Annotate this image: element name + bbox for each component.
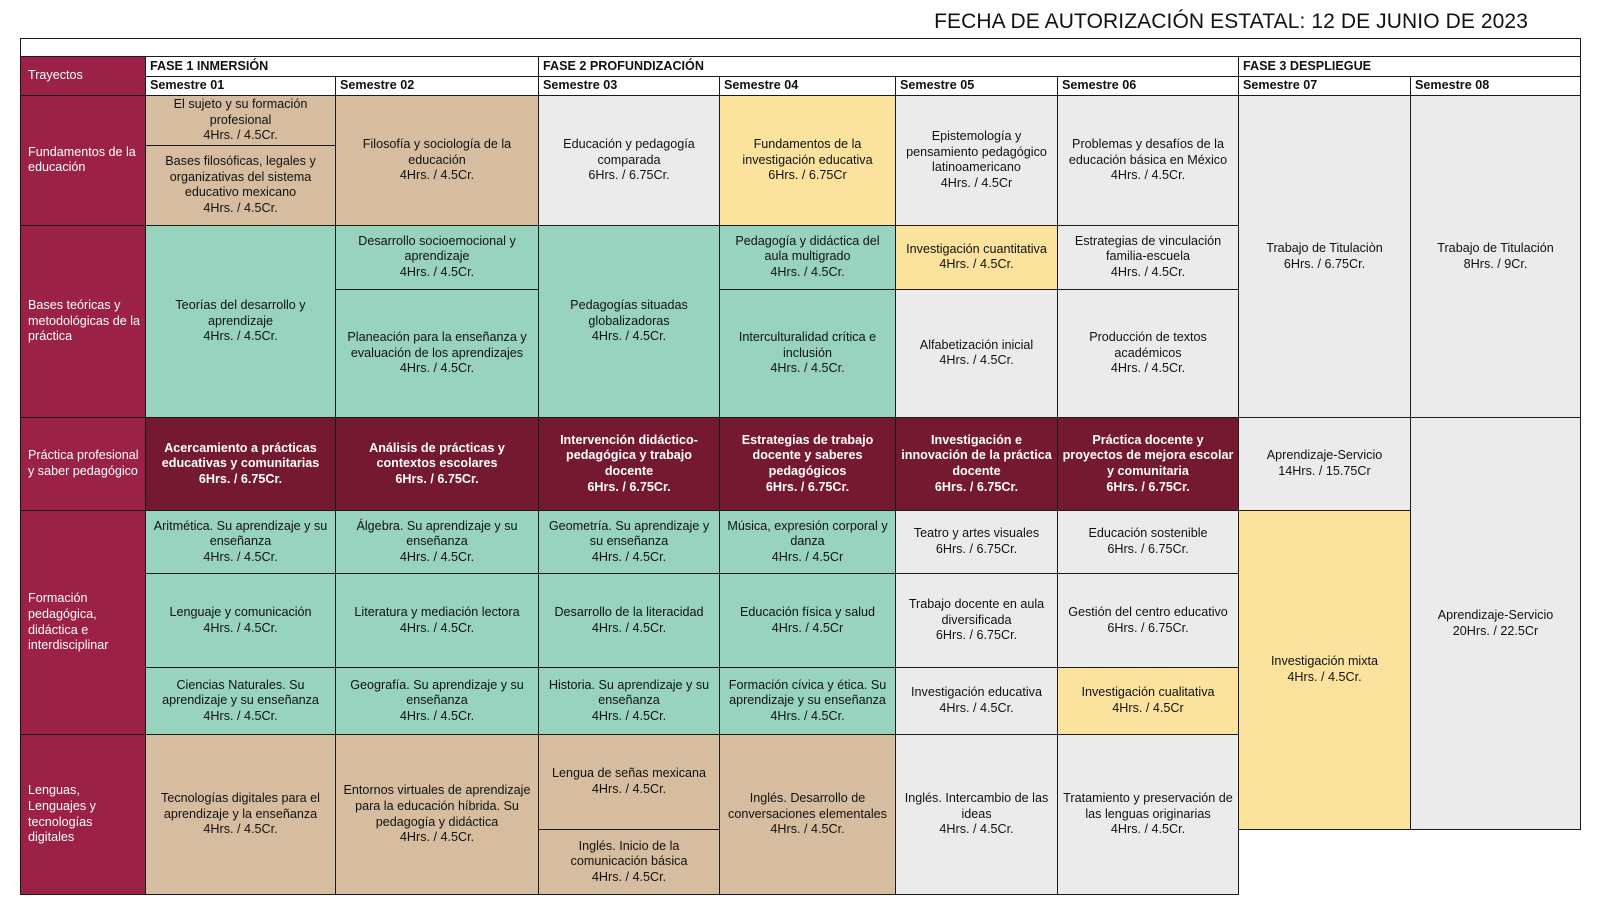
course-hours: 4Hrs. / 4.5Cr.: [591, 620, 667, 635]
course-cell: [896, 225, 1058, 289]
course-name: Gestión del centro educativo: [1068, 604, 1228, 619]
course-cell: [896, 96, 1058, 226]
course-name: Trabajo de Titulaciòn: [1266, 240, 1383, 255]
course-hours: 6Hrs. / 6.75Cr.: [1107, 620, 1189, 635]
course-name: Estrategias de vinculación familia-escuela: [1074, 233, 1222, 264]
course-name: Literatura y mediación lectora: [354, 604, 520, 619]
course-hours: 4Hrs. / 4.5Cr.: [1110, 265, 1186, 280]
course-name: Inglés. Inicio de la comunicación básica: [570, 838, 688, 869]
course-cell: [336, 96, 539, 226]
course-cell: [896, 668, 1058, 735]
course-cell: [146, 96, 336, 146]
course-hours: 4Hrs. / 4.5Cr.: [399, 620, 475, 635]
phase-2-header: FASE 2 PROFUNDIZACIÓN: [539, 57, 1239, 77]
course-cell: [1058, 668, 1239, 735]
course-name: Investigación cualitativa: [1081, 685, 1215, 700]
trayecto-practica: Práctica profesional y saber pedagógico: [21, 418, 146, 511]
course-name: Pedagogías situadas globalizadoras: [570, 298, 688, 328]
course-cell: [1058, 96, 1239, 226]
blank-banner-row: [21, 39, 1581, 57]
course-hours: 4Hrs. / 4.5Cr.: [1110, 168, 1186, 183]
course-cell: [336, 735, 539, 895]
course-hours: 4Hrs. / 4.5Cr: [771, 620, 844, 635]
course-cell: [896, 289, 1058, 417]
course-name: Inglés. Intercambio de las ideas: [904, 791, 1049, 821]
course-hours: 4Hrs. / 4.5Cr.: [939, 701, 1014, 715]
semester-08-header: Semestre 08: [1411, 77, 1581, 96]
phase-3-header: FASE 3 DESPLIEGUE: [1239, 57, 1581, 77]
course-hours: 4Hrs. / 4.5Cr: [1112, 701, 1184, 715]
course-name: Música, expresión corporal y danza: [727, 518, 888, 549]
course-cell: [1411, 96, 1581, 418]
course-name: Tecnologías digitales para el aprendizaje y la enseñanza: [161, 791, 320, 821]
course-cell: [720, 574, 896, 668]
course-hours: 20Hrs. / 22.5Cr: [1452, 623, 1539, 638]
course-hours: 6Hrs. / 6.75Cr.: [935, 628, 1018, 643]
trayecto-formacion: Formación pedagógica, didáctica e interdisciplinar: [21, 511, 146, 735]
course-cell: [896, 418, 1058, 511]
course-name: Educación física y salud: [739, 604, 876, 619]
course-cell: [336, 225, 539, 289]
course-name: Trabajo de Titulación: [1437, 240, 1554, 255]
course-name: Educación y pedagogía comparada: [563, 137, 695, 167]
course-hours: 4Hrs. / 4.5Cr.: [939, 822, 1014, 837]
course-name: Investigación educativa: [911, 685, 1042, 700]
course-cell: [336, 511, 539, 574]
course-name: Acercamiento a prácticas educativas y comunitarias: [161, 440, 320, 471]
course-hours: 4Hrs. / 4.5Cr.: [399, 549, 475, 564]
course-cell: [720, 225, 896, 289]
course-hours: 6Hrs. / 6.75Cr.: [198, 471, 283, 486]
course-hours: 4Hrs. / 4.5Cr.: [399, 708, 475, 723]
course-name: Teorías del desarrollo y aprendizaje: [175, 298, 306, 328]
course-cell: [1411, 418, 1581, 830]
course-name: Geometría. Su aprendizaje y su enseñanza: [548, 518, 710, 549]
course-cell: [720, 289, 896, 417]
course-name: Filosofía y sociología de la educación: [362, 137, 512, 167]
course-hours: 4Hrs. / 4.5Cr.: [399, 265, 475, 280]
semester-05-header: Semestre 05: [896, 77, 1058, 96]
course-hours: 4Hrs. / 4.5Cr.: [939, 353, 1014, 368]
phase-1-header: FASE 1 INMERSIÓN: [146, 57, 539, 77]
course-cell: [336, 668, 539, 735]
course-cell: [896, 574, 1058, 668]
course-cell: [720, 735, 896, 895]
course-hours: 4Hrs. / 4.5Cr.: [399, 168, 475, 183]
course-name: Lengua de señas mexicana: [551, 766, 707, 781]
course-hours: 6Hrs. / 6.75Cr: [768, 168, 847, 183]
course-name: Análisis de prácticas y contextos escolares: [369, 440, 505, 471]
course-hours: 4Hrs. / 4.5Cr.: [399, 830, 475, 845]
course-name: Alfabetización inicial: [919, 337, 1034, 352]
course-cell: [146, 574, 336, 668]
course-name: Intervención didáctico-pedagógica y trabajo docente: [560, 432, 698, 478]
course-cell: [336, 574, 539, 668]
course-cell: [146, 511, 336, 574]
course-hours: 6Hrs. / 6.75Cr.: [587, 479, 671, 494]
course-hours: 4Hrs. / 4.5Cr.: [203, 620, 278, 635]
trayecto-fundamentos: Fundamentos de la educación: [21, 96, 146, 226]
course-cell: [146, 735, 336, 895]
course-cell: [539, 830, 720, 895]
course-name: Desarrollo de la literacidad: [554, 604, 704, 619]
course-cell: [146, 668, 336, 735]
course-hours: 4Hrs. / 4.5Cr.: [203, 549, 278, 564]
course-name: Lenguaje y comunicación: [169, 604, 312, 619]
course-cell: [1058, 574, 1239, 668]
course-cell: [720, 511, 896, 574]
authorization-date: FECHA DE AUTORIZACIÓN ESTATAL: 12 DE JUNIO DE 2023: [934, 10, 1528, 33]
course-cell: [896, 735, 1058, 895]
course-name: Investigación e innovación de la práctica docente: [901, 432, 1052, 478]
course-hours: 4Hrs. / 4.5Cr.: [203, 708, 278, 723]
course-hours: 4Hrs. / 4.5Cr.: [770, 265, 845, 280]
course-name: Desarrollo socioemocional y aprendizaje: [358, 233, 516, 264]
trayectos-header: Trayectos: [21, 57, 146, 96]
course-hours: 6Hrs. / 6.75Cr.: [395, 471, 479, 486]
course-cell: [539, 574, 720, 668]
course-hours: 4Hrs. / 4.5Cr.: [1110, 822, 1186, 837]
course-cell: [1239, 418, 1411, 511]
course-name: Interculturalidad crítica e inclusión: [738, 330, 877, 360]
course-name: Historia. Su aprendizaje y su enseñanza: [548, 677, 710, 708]
course-hours: 4Hrs. / 4.5Cr.: [399, 361, 475, 376]
course-name: Inglés. Desarrollo de conversaciones elementales: [728, 791, 887, 821]
course-cell: [336, 418, 539, 511]
course-hours: 4Hrs. / 4.5Cr.: [591, 708, 667, 723]
course-cell: [720, 96, 896, 226]
course-name: Producción de textos académicos: [1089, 330, 1207, 360]
semester-01-header: Semestre 01: [146, 77, 336, 96]
course-cell: [1058, 418, 1239, 511]
course-name: Problemas y desafíos de la educación básica en México: [1068, 137, 1228, 167]
course-name: Formación cívica y ética. Su aprendizaje y su enseñanza: [728, 677, 887, 708]
course-cell: [720, 418, 896, 511]
course-hours: 4Hrs. / 4.5Cr.: [203, 822, 278, 837]
course-name: El sujeto y su formación profesional: [173, 97, 308, 127]
course-cell: [146, 418, 336, 511]
course-name: Álgebra. Su aprendizaje y su enseñanza: [356, 518, 518, 549]
course-cell: [1058, 735, 1239, 895]
course-name: Estrategias de trabajo docente y saberes pedagógicos: [741, 432, 874, 478]
course-cell: [539, 668, 720, 735]
course-name: Aritmética. Su aprendizaje y su enseñanza: [153, 518, 328, 549]
course-cell: [539, 418, 720, 511]
course-hours: 4Hrs. / 4.5Cr.: [770, 708, 845, 723]
course-cell: [1239, 96, 1411, 418]
semester-02-header: Semestre 02: [336, 77, 539, 96]
course-cell: [539, 735, 720, 830]
semester-06-header: Semestre 06: [1058, 77, 1239, 96]
course-hours: 4Hrs. / 4.5Cr: [771, 549, 844, 564]
course-cell: [539, 225, 720, 417]
course-hours: 4Hrs. / 4.5Cr.: [203, 128, 278, 143]
course-hours: 6Hrs. / 6.75Cr.: [765, 479, 850, 494]
course-hours: 4Hrs. / 4.5Cr.: [591, 782, 667, 796]
course-name: Tratamiento y preservación de las lenguas originarias: [1063, 791, 1233, 821]
course-hours: 6Hrs. / 6.75Cr.: [1283, 256, 1366, 271]
curriculum-map-table: [20, 38, 1581, 895]
course-hours: 4Hrs. / 4.5Cr.: [1287, 670, 1362, 684]
course-cell: [539, 96, 720, 226]
course-hours: 4Hrs. / 4.5Cr.: [591, 549, 667, 564]
course-name: Aprendizaje-Servicio: [1437, 607, 1554, 622]
course-cell: [1239, 511, 1411, 830]
course-cell: [539, 511, 720, 574]
semester-07-header: Semestre 07: [1239, 77, 1411, 96]
course-hours: 4Hrs. / 4.5Cr: [940, 175, 1013, 190]
trayecto-bases-teoricas: Bases teóricas y metodológicas de la práctica: [21, 225, 146, 417]
course-hours: 4Hrs. / 4.5Cr.: [203, 200, 278, 215]
trayecto-lenguas: Lenguas, Lenguajes y tecnologías digitales: [21, 735, 146, 895]
course-cell: [1058, 511, 1239, 574]
course-cell: [896, 511, 1058, 574]
semester-04-header: Semestre 04: [720, 77, 896, 96]
course-name: Epistemología y pensamiento pedagógico latinoamericano: [906, 129, 1047, 175]
course-cell: [1058, 225, 1239, 289]
course-name: Teatro y artes visuales: [913, 526, 1040, 541]
course-name: Aprendizaje-Servicio: [1266, 448, 1383, 463]
course-hours: 4Hrs. / 4.5Cr.: [591, 869, 667, 884]
course-cell: [1058, 289, 1239, 417]
semester-03-header: Semestre 03: [539, 77, 720, 96]
course-cell: [146, 145, 336, 225]
course-name: Práctica docente y proyectos de mejora escolar y comunitaria: [1062, 432, 1234, 478]
course-name: Ciencias Naturales. Su aprendizaje y su enseñanza: [162, 677, 319, 708]
course-name: Trabajo docente en aula diversificada: [908, 597, 1045, 627]
course-name: Geografía. Su aprendizaje y su enseñanza: [350, 677, 524, 708]
course-name: Educación sostenible: [1088, 526, 1208, 541]
course-hours: 4Hrs. / 4.5Cr.: [770, 822, 845, 837]
course-hours: 6Hrs. / 6.75Cr.: [934, 479, 1019, 494]
course-cell: [336, 289, 539, 417]
course-hours: 4Hrs. / 4.5Cr.: [770, 361, 845, 376]
course-hours: 4Hrs. / 4.5Cr.: [939, 257, 1014, 272]
course-hours: 4Hrs. / 4.5Cr.: [591, 329, 667, 344]
course-name: Investigación mixta: [1270, 654, 1379, 669]
course-name: Investigación cuantitativa: [906, 241, 1047, 256]
course-cell: [146, 225, 336, 417]
course-name: Entornos virtuales de aprendizaje para la educación híbrida. Su pedagogía y didáctica: [343, 783, 531, 829]
course-name: Planeación para la enseñanza y evaluación de los aprendizajes: [347, 330, 527, 360]
course-hours: 6Hrs. / 6.75Cr.: [1106, 479, 1190, 494]
course-hours: 6Hrs. / 6.75Cr.: [935, 542, 1018, 556]
course-hours: 6Hrs. / 6.75Cr.: [588, 168, 670, 183]
course-hours: 6Hrs. / 6.75Cr.: [1107, 542, 1189, 556]
course-hours: 4Hrs. / 4.5Cr.: [203, 329, 278, 344]
course-name: Pedagogía y didáctica del aula multigrado: [735, 233, 880, 264]
course-name: Fundamentos de la investigación educativa: [742, 137, 873, 167]
course-name: Bases filosóficas, legales y organizativas del sistema educativo mexicano: [165, 154, 316, 200]
course-hours: 4Hrs. / 4.5Cr.: [1110, 361, 1186, 376]
course-cell: [720, 668, 896, 735]
course-hours: 14Hrs. / 15.75Cr: [1278, 464, 1371, 478]
course-hours: 8Hrs. / 9Cr.: [1463, 256, 1528, 271]
